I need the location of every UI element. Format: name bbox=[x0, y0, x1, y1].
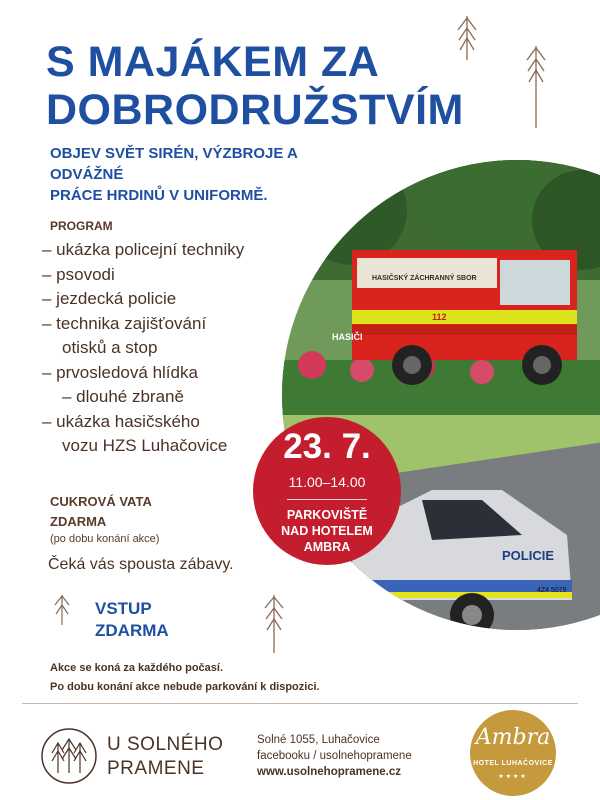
program-item: – ukázka hasičského bbox=[42, 411, 200, 431]
cotton-candy-note: (po dobu konání akce) bbox=[50, 533, 160, 545]
title-line-1: S MAJÁKEM ZA bbox=[46, 38, 380, 86]
truck-sign-text: HASIČSKÝ ZÁCHRANNÝ SBOR bbox=[372, 275, 477, 282]
event-place-line-1: PARKOVIŠTĚ bbox=[286, 508, 368, 522]
page-title bbox=[46, 38, 464, 134]
note-parking: Po dobu konání akce nebude parkování k dispozici. bbox=[50, 681, 320, 693]
ambra-logo-stars: ★★★★ bbox=[498, 774, 528, 780]
truck-number-text: 112 bbox=[432, 312, 447, 322]
event-date: 23. 7. bbox=[283, 427, 371, 466]
event-notes bbox=[50, 659, 320, 697]
subtitle-line-1: OBJEV SVĚT SIRÉN, VÝZBROJE A ODVÁŽNÉ bbox=[50, 145, 298, 183]
program-item: otisků a stop bbox=[62, 338, 158, 357]
tree-icon bbox=[455, 14, 479, 62]
tree-icon bbox=[524, 44, 548, 130]
ambra-hotel-logo bbox=[470, 710, 556, 796]
program-item: – ukázka policejní techniky bbox=[42, 240, 245, 259]
truck-side-text: HASIČI bbox=[332, 332, 363, 342]
logo-text-line-2: PRAMENE bbox=[107, 758, 205, 779]
address: Solné 1055, Luhačovice bbox=[257, 734, 380, 746]
event-place bbox=[253, 507, 401, 555]
fun-text: Čeká vás spousta zábavy. bbox=[48, 556, 234, 573]
footer-divider bbox=[22, 703, 578, 704]
program-item: – dlouhé zbraně bbox=[62, 387, 184, 406]
program-item: – jezdecká policie bbox=[42, 289, 177, 308]
event-place-line-2: NAD HOTELEM bbox=[281, 524, 373, 538]
ambra-logo-name: Ambra bbox=[475, 725, 551, 750]
program-item: – psovodi bbox=[42, 264, 115, 284]
program-item: – prvosledová hlídka bbox=[42, 362, 198, 382]
subtitle bbox=[50, 143, 320, 206]
tree-icon bbox=[52, 593, 72, 627]
cotton-candy-line-2: ZDARMA bbox=[50, 514, 107, 529]
free-entry-line-1: VSTUP bbox=[95, 599, 152, 618]
logo-text-line-1: U SOLNÉHO bbox=[107, 734, 224, 755]
program-list bbox=[42, 238, 244, 459]
tree-icon bbox=[262, 593, 286, 655]
event-place-line-3: AMBRA bbox=[303, 540, 351, 554]
program-item: – technika zajišťování bbox=[42, 313, 207, 333]
cotton-candy-line-1: CUKROVÁ VATA bbox=[50, 494, 152, 509]
date-badge bbox=[253, 417, 401, 565]
u-solneho-pramene-logo-icon bbox=[40, 727, 98, 785]
website-link[interactable]: www.usolnehopramene.cz bbox=[257, 766, 401, 778]
title-line-2: DOBRODRUŽSTVÍM bbox=[46, 86, 464, 134]
ambra-logo-subtitle: HOTEL LUHAČOVICE bbox=[473, 760, 553, 767]
contact-info bbox=[257, 732, 412, 780]
badge-divider bbox=[287, 499, 367, 500]
note-weather: Akce se koná za každého počasí. bbox=[50, 662, 224, 674]
cotton-candy bbox=[50, 492, 152, 532]
subtitle-line-2: PRÁCE HRDINŮ V UNIFORMĚ. bbox=[50, 187, 268, 204]
police-plate-text: 4Z4 5079 bbox=[537, 587, 567, 594]
facebook-link[interactable]: facebooku / usolnehopramene bbox=[257, 750, 412, 762]
police-car-text: POLICIE bbox=[502, 548, 555, 563]
u-solneho-pramene-logo-text bbox=[107, 733, 223, 781]
program-item: vozu HZS Luhačovice bbox=[62, 436, 228, 455]
event-time: 11.00–14.00 bbox=[288, 474, 366, 490]
program-heading: PROGRAM bbox=[50, 219, 113, 233]
free-entry-line-2: ZDARMA bbox=[95, 621, 169, 640]
free-entry bbox=[95, 598, 169, 642]
